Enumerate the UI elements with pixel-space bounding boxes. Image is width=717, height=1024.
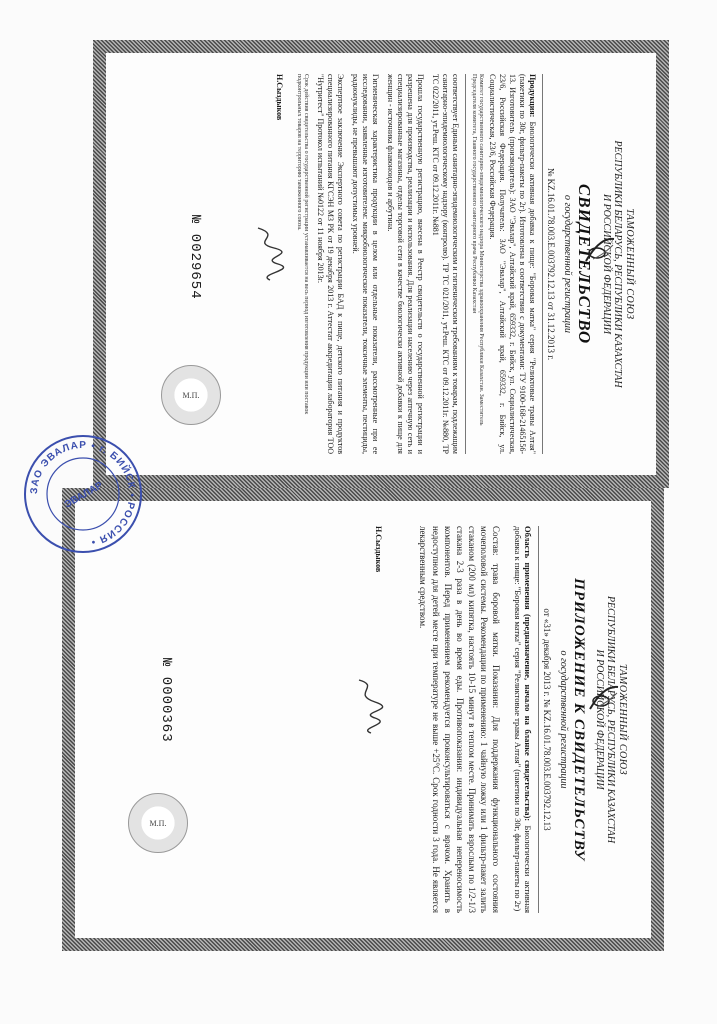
compliance-text: соответствует Единым санитарно-эпидемиологическим и гигиеническим требованиям к товарам, подлежащим санитарно-эпидемиологическому надзору (контролю). ТР ТС 021/2011, ут.Реш. КТС от 09.12.2011г. №880, ТР ТС 022/2011, ут.Реш. КТС от 09.12.2011г. №881 bbox=[431, 74, 461, 454]
appendix-stamp-text: М.П. bbox=[149, 818, 167, 828]
appendix-serial: № 0000363 bbox=[158, 658, 174, 743]
appendix-union-name: ТАМОЖЕННЫЙ СОЮЗ bbox=[617, 663, 628, 776]
countries-line-1: РЕСПУБЛИКИ БЕЛАРУСЬ, РЕСПУБЛИКИ КАЗАХСТАН bbox=[612, 140, 624, 388]
appendix-sheet bbox=[62, 488, 664, 951]
appendix-header bbox=[594, 526, 629, 913]
certificate-signature-area bbox=[229, 74, 289, 454]
appendix-signer: Н.Сыздыков bbox=[374, 526, 384, 573]
certificate-stamp-text: М.П. bbox=[182, 390, 200, 400]
seal-ring-text: ЗАО ЭВАЛАР • г. БИЙСК • РОССИЯ • bbox=[28, 439, 138, 548]
appendix-countries-line-2: И РОССИЙСКОЙ ФЕДЕРАЦИИ bbox=[594, 649, 605, 790]
seal-center-text: ЭВАЛАР bbox=[62, 480, 105, 511]
hygiene-text: Гигиеническая характеристика продукции в целом или отдельные показатели, рассмотренные при ее исследовании, заявленные изготовителем: микробиологические показатели, токсичные элементы, пестициды, радионуклиды, не превышают допустимых уровней. bbox=[351, 74, 381, 454]
certificate-signer: Н.Сыздыков bbox=[275, 74, 285, 121]
appendix-title: ПРИЛОЖЕНИЕ К СВИДЕТЕЛЬСТВУ bbox=[571, 578, 588, 861]
validity-text: Срок действия свидетельства о государственной регистрации устанавливается на весь период изготовления продукции или поставок подконтрольных товаров на территорию таможенного союза. bbox=[296, 74, 310, 415]
appendix-scope-label: Область применения (предназначение, начало на бланке свидетельства): bbox=[523, 526, 534, 822]
certificate-number: № KZ.16.01.78.003.E.003792.12.13 от 31.12.2013 г. bbox=[546, 167, 557, 361]
certificate-title: СВИДЕТЕЛЬСТВО bbox=[575, 183, 595, 345]
certificate-signature-icon bbox=[249, 224, 289, 284]
committee-text: Комитет государственного санитарно-эпидемиологического надзора Министерства здравоохранения Республики Казахстан. Заместитель Председателя комитета, Главного государственного санитарного врача Республики Казахстан bbox=[471, 74, 485, 426]
appendix-composition-text: Состав: трава боровой матки. Показания: Для поддержания функционального состояния мочеполовой системы. Рекомендации по применению: 1 чайную ложку или 1 фильтр-пакет залить стаканом (200 мл) кипятка, настоять 10-15 минут в теплом месте. Принимать взрослым по 1/2-1/3 стакана 2-3 раза в день во время еды. Противопоказания: индивидуальная непереносимость компонентов. Перед применением рекомендуется проконсультироваться с врачом. Хранить в недоступном для детей месте при температуре не выше +25°С. Срок годности 3 года. Не является лекарственным средством. bbox=[418, 526, 502, 913]
company-seal-icon bbox=[22, 433, 144, 555]
certificate-sheet bbox=[93, 40, 669, 488]
appendix-emblem-icon bbox=[587, 683, 621, 713]
product-section bbox=[488, 74, 538, 454]
product-text: Биологически активная добавка к пище: "Боровая матка" серия "Реликтовые травы Алтая" (пакетики по 30г, фильтр-пакеты по 2г). Изготовлена в соответствии с документами: ТУ 9100-168-21465156-13. Изготовитель (производитель): ЗАО "Эвалар", Алтайский край, 659332, г. Бийск, ул. Социалистическая, 23/6, Российская Федерация. Получатель: ЗАО "Эвалар", Алтайский край, 659332, г. Бийск, ул. Социалистическая, 23/6, Российская Федерация. bbox=[488, 74, 538, 455]
appendix-subtitle: о государственной регистрации bbox=[558, 650, 570, 789]
countries-line-2: И РОССИЙСКОЙ ФЕДЕРАЦИИ bbox=[601, 193, 612, 335]
union-name: ТАМОЖЕННЫЙ СОЮЗ bbox=[624, 208, 635, 320]
certificate-stamp bbox=[161, 365, 221, 425]
appendix-stamp bbox=[128, 793, 188, 853]
appendix-scope-section bbox=[512, 526, 533, 913]
certificate-subtitle: о государственной регистрации bbox=[562, 194, 574, 334]
appendix-content bbox=[62, 488, 664, 951]
appendix-number: от «31» декабря 2013 г. № KZ.16.01.78.003.E.003792.12.13 bbox=[542, 608, 553, 831]
appendix-scope-text: Биологически активная добавка к пище: "Боровая матка" серия "Реликтовые травы Алтая" (пакетики по 30г, фильтр-пакеты по 2г) bbox=[512, 526, 534, 914]
basis-text: Экспертное заключение Экспертного совета по регистрации БАД к пище, детского питания и продуктов специализированного питания КГСЭН МЗ РК от 19 декабря 2013 г. Аттестат аккредитации лаборатория ТОО "Нутритест" Протокол испытаний №0122 от 11 ноября 2013г. bbox=[316, 74, 346, 454]
scope-text: Прошла государственную регистрацию, внесена в Реестр свидетельств о государственной регистрации и разрешена для производства, реализации и использования. Для реализации населению через аптечную сеть и специализированные магазины, отделы торговой сети в качестве биологически активной добавки к пище для женщин - источника флавоноидов и арбутина. bbox=[386, 74, 426, 454]
certificate-emblem-icon bbox=[583, 235, 617, 265]
appendix-countries-line-1: РЕСПУБЛИКИ БЕЛАРУСЬ, РЕСПУБЛИКИ КАЗАХСТАН bbox=[605, 595, 617, 844]
certificate-serial: № 0029654 bbox=[187, 215, 203, 300]
appendix-signature-area bbox=[327, 526, 387, 913]
appendix-signature-icon bbox=[347, 676, 387, 736]
product-label: Продукция: bbox=[528, 74, 538, 118]
